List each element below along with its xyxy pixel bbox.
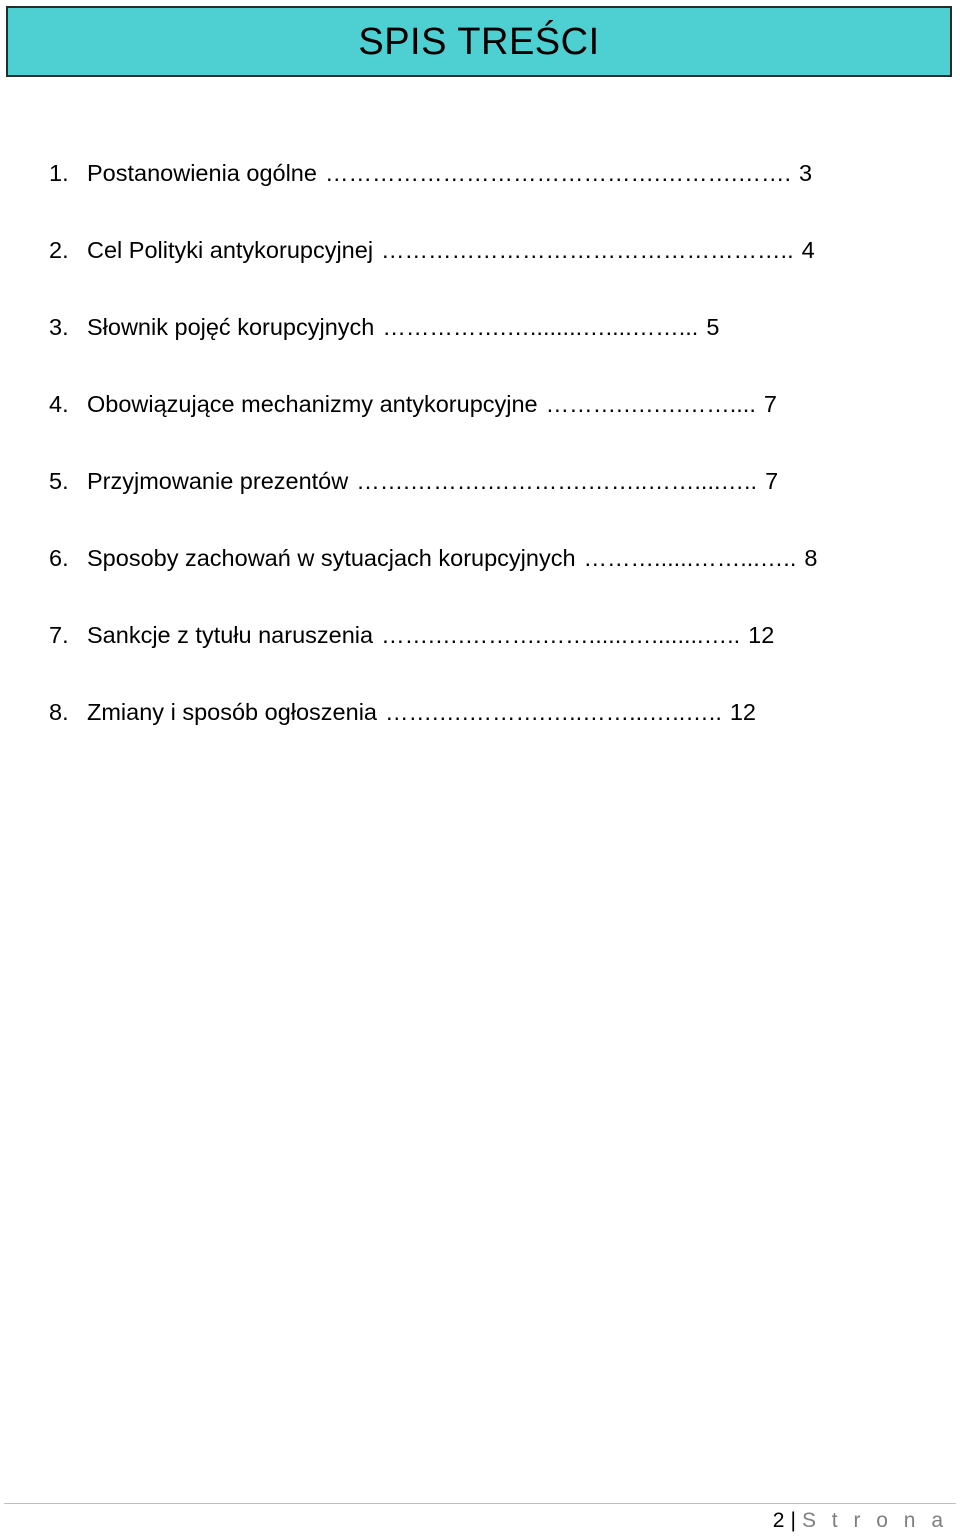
toc-item-number: 6. [49,545,69,571]
toc-item-number: 4. [49,391,69,417]
toc-item-page: 12 [729,699,756,725]
toc-item-page: 12 [748,622,775,648]
toc-item-number: 5. [49,468,69,494]
toc-item-label: Sposoby zachowań w sytuacjach korupcyjnych [87,545,576,571]
toc-item-4 [49,384,954,461]
toc-item-6 [49,538,954,615]
toc-item-leader: ………......……...….. [583,545,797,571]
toc-item-leader: …….….……….…..……...…..….. [385,699,722,725]
toc-item-number: 8. [49,699,69,725]
toc-item-number: 7. [49,622,69,648]
toc-item-leader: ……….….….…….... [545,391,756,417]
toc-item-3 [49,307,954,384]
toc-item-5 [49,461,954,538]
toc-item-7 [49,615,954,692]
toc-item-page: 7 [765,468,779,494]
toc-item-label: Słownik pojęć korupcyjnych [87,314,375,340]
toc-item-leader: …………………………………………….. [381,237,794,263]
toc-item-leader: …….….……….……......…........….. [381,622,741,648]
toc-item-leader: …………….…........…....……... [382,314,699,340]
footer-page-number: 2 [772,1509,785,1532]
toc-item-label: Przyjmowanie prezentów [87,468,349,494]
toc-item-label: Zmiany i sposób ogłoszenia [87,699,377,725]
footer-page-word: S t r o n a [801,1509,948,1532]
toc-item-label: Cel Polityki antykorupcyjnej [87,237,374,263]
toc-item-label: Sankcje z tytułu naruszenia [87,622,374,648]
footer-divider [4,1503,956,1504]
toc-item-leader: …………………………………….……….……. [324,160,792,186]
toc-item-page: 8 [804,545,818,571]
table-of-contents [49,153,954,769]
page-footer [773,1507,948,1535]
toc-item-page: 5 [706,314,720,340]
toc-item-page: 4 [801,237,815,263]
page-title: SPIS TREŚCI [358,21,600,63]
toc-item-label: Postanowienia ogólne [87,160,317,186]
toc-item-1 [49,153,954,230]
toc-item-number: 3. [49,314,69,340]
toc-item-page: 3 [799,160,813,186]
footer-separator: | [790,1509,796,1532]
toc-item-leader: …….……….………….……..……....….. [356,468,758,494]
toc-item-page: 7 [763,391,777,417]
toc-item-2 [49,230,954,307]
toc-item-number: 1. [49,160,69,186]
toc-item-8 [49,692,954,769]
title-banner [6,6,952,77]
toc-item-label: Obowiązujące mechanizmy antykorupcyjne [87,391,538,417]
toc-item-number: 2. [49,237,69,263]
